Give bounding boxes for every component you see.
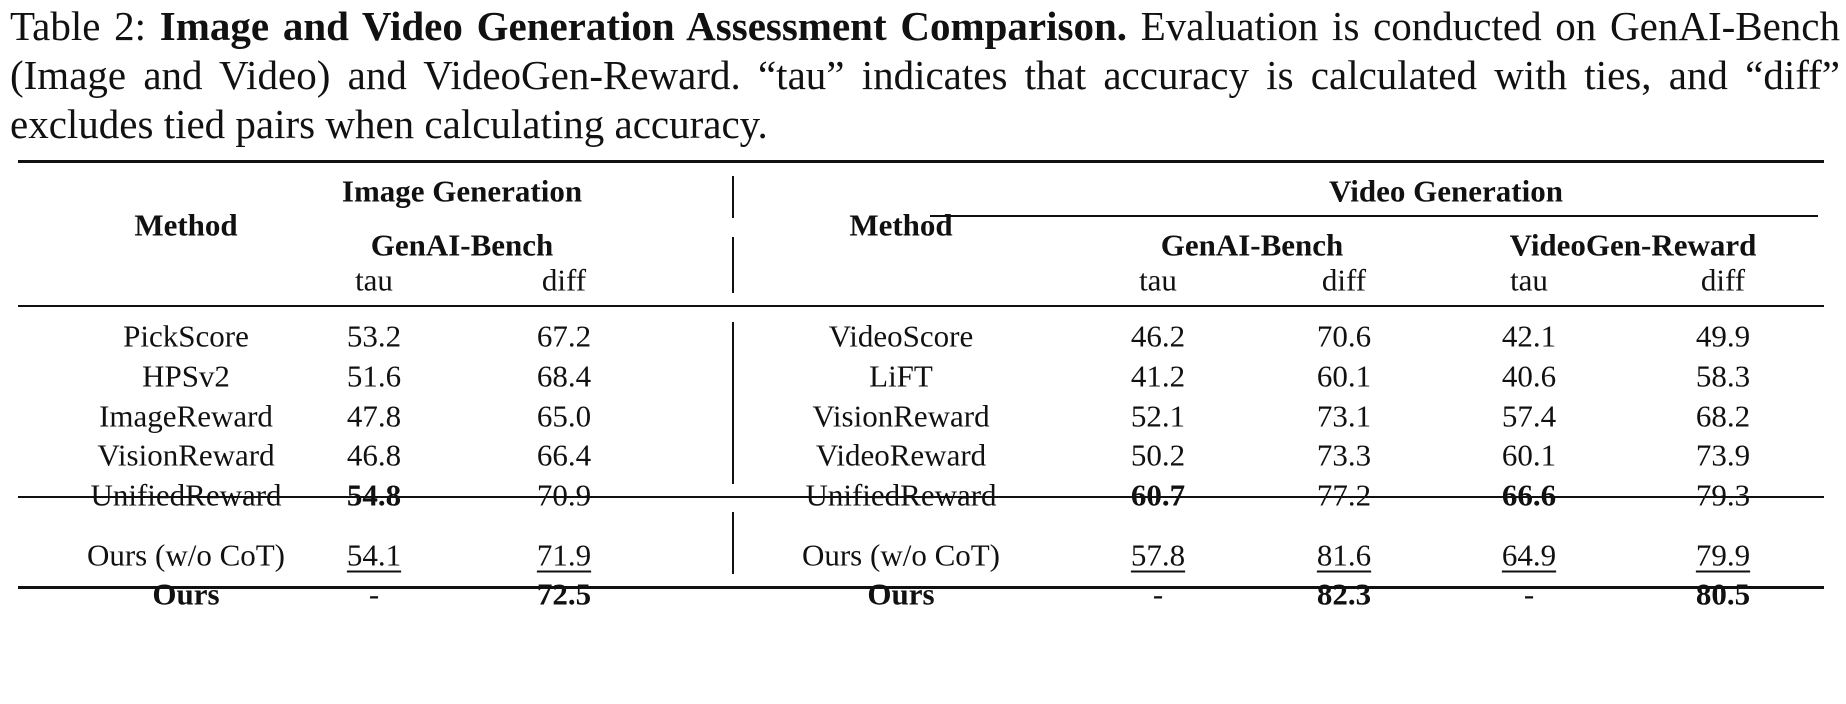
header-method-right: Method xyxy=(849,207,953,243)
cell-img-diff: 67.2 xyxy=(536,318,592,354)
body-divider-top xyxy=(732,322,734,484)
cell-g-tau: 57.8 xyxy=(1130,537,1186,573)
cell-vid-method: Ours xyxy=(867,576,935,612)
cell-img-tau: 54.1 xyxy=(346,537,402,573)
cell-v-diff: 58.3 xyxy=(1695,358,1751,394)
table-caption xyxy=(10,2,1840,149)
cell-v-diff: 73.9 xyxy=(1695,437,1751,473)
header-genai-tau: tau xyxy=(1139,262,1177,298)
header-video-generation: Video Generation xyxy=(1329,173,1563,209)
header-method-left: Method xyxy=(134,207,238,243)
cell-v-diff: 80.5 xyxy=(1695,576,1751,612)
cell-g-tau: 41.2 xyxy=(1130,358,1186,394)
cell-g-diff: 77.2 xyxy=(1316,477,1372,513)
cell-vid-method: Ours (w/o CoT) xyxy=(801,537,1001,573)
cell-v-tau: 57.4 xyxy=(1501,398,1557,434)
header-videogen-diff: diff xyxy=(1700,262,1746,298)
header-rule xyxy=(18,305,1824,307)
body-divider-bottom xyxy=(732,512,734,574)
cell-img-method: HPSv2 xyxy=(142,358,230,394)
cell-img-diff: 65.0 xyxy=(536,398,592,434)
header-videogen-reward: VideoGen-Reward xyxy=(1509,227,1757,263)
cell-v-tau: - xyxy=(1523,576,1535,612)
cell-img-diff: 68.4 xyxy=(536,358,592,394)
top-rule xyxy=(18,160,1824,163)
cell-g-diff: 70.6 xyxy=(1316,318,1372,354)
cell-g-diff: 73.3 xyxy=(1316,437,1372,473)
cell-img-diff: 71.9 xyxy=(536,537,592,573)
cell-vid-method: UnifiedReward xyxy=(805,477,997,513)
header-image-diff: diff xyxy=(541,262,587,298)
cell-img-tau: 47.8 xyxy=(346,398,402,434)
cell-v-tau: 66.6 xyxy=(1501,477,1557,513)
cell-g-diff: 82.3 xyxy=(1316,576,1372,612)
cell-img-tau: 46.8 xyxy=(346,437,402,473)
cell-v-tau: 40.6 xyxy=(1501,358,1557,394)
cell-img-tau: - xyxy=(368,576,380,612)
cell-v-diff: 79.3 xyxy=(1695,477,1751,513)
cell-img-tau: 53.2 xyxy=(346,318,402,354)
cell-img-diff: 66.4 xyxy=(536,437,592,473)
cell-g-tau: 52.1 xyxy=(1130,398,1186,434)
cell-img-method: Ours (w/o CoT) xyxy=(86,537,286,573)
header-genai-diff: diff xyxy=(1321,262,1367,298)
cell-g-diff: 81.6 xyxy=(1316,537,1372,573)
header-image-genai-bench: GenAI-Bench xyxy=(370,227,554,263)
cell-img-method: PickScore xyxy=(123,318,249,354)
cell-vid-method: LiFT xyxy=(869,358,933,394)
caption-label: Table 2: xyxy=(10,3,147,49)
cell-img-diff: 70.9 xyxy=(536,477,592,513)
cell-v-tau: 60.1 xyxy=(1501,437,1557,473)
cell-g-tau: 60.7 xyxy=(1130,477,1186,513)
header-image-tau: tau xyxy=(355,262,393,298)
cell-vid-method: VideoReward xyxy=(815,437,987,473)
header-divider-top xyxy=(732,176,734,218)
cell-v-tau: 42.1 xyxy=(1501,318,1557,354)
video-group-rule xyxy=(930,215,1818,217)
caption-title: Image and Video Generation Assessment Comparison. xyxy=(159,3,1127,49)
cell-v-tau: 64.9 xyxy=(1501,537,1557,573)
header-video-genai-bench: GenAI-Bench xyxy=(1160,227,1344,263)
cell-vid-method: VideoScore xyxy=(828,318,974,354)
header-image-generation: Image Generation xyxy=(341,173,583,209)
cell-g-diff: 60.1 xyxy=(1316,358,1372,394)
cell-img-method: ImageReward xyxy=(99,398,273,434)
header-videogen-tau: tau xyxy=(1510,262,1548,298)
caption-text: Evaluation is conducted on GenAI-Bench (Image and Video) and VideoGen-Reward. “tau” indicates that accuracy is calculated with ties, and “diff” excludes tied pairs when calculating accuracy. xyxy=(10,3,1840,147)
cell-img-tau: 54.8 xyxy=(346,477,402,513)
cell-img-tau: 51.6 xyxy=(346,358,402,394)
cell-img-method: UnifiedReward xyxy=(90,477,282,513)
cell-g-tau: - xyxy=(1152,576,1164,612)
cell-g-tau: 50.2 xyxy=(1130,437,1186,473)
cell-img-method: Ours xyxy=(152,576,220,612)
cell-img-diff: 72.5 xyxy=(536,576,592,612)
cell-v-diff: 79.9 xyxy=(1695,537,1751,573)
cell-g-tau: 46.2 xyxy=(1130,318,1186,354)
cell-g-diff: 73.1 xyxy=(1316,398,1372,434)
cell-v-diff: 68.2 xyxy=(1695,398,1751,434)
cell-v-diff: 49.9 xyxy=(1695,318,1751,354)
cell-img-method: VisionReward xyxy=(97,437,275,473)
cell-vid-method: VisionReward xyxy=(812,398,990,434)
header-divider-bottom xyxy=(732,237,734,293)
